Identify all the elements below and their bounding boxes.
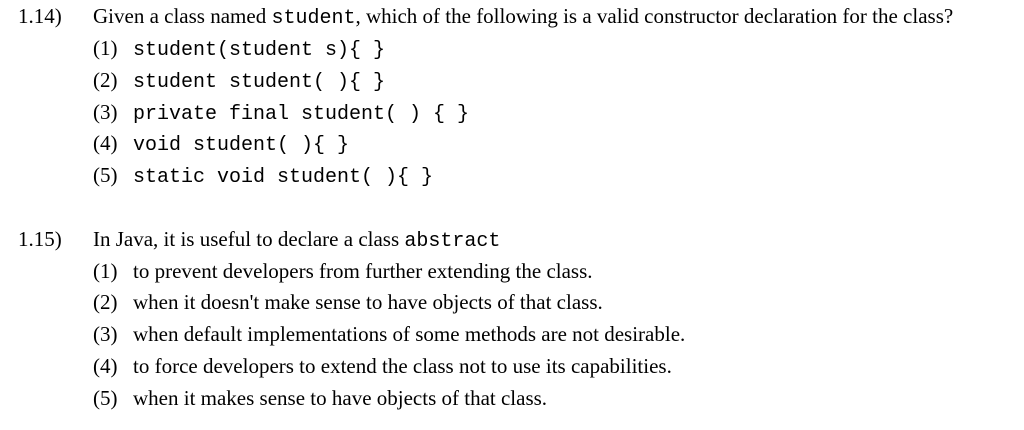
option-code: student(student s){ } — [133, 39, 386, 62]
option-code: static void student( ){ } — [133, 166, 434, 189]
option-number: (1) — [93, 259, 118, 283]
option-1 — [93, 36, 385, 62]
option-text: to force developers to extend the class not to use its capabilities. — [133, 354, 672, 378]
option-number: (3) — [93, 100, 118, 124]
option-number: (2) — [93, 290, 118, 314]
option-number: (1) — [93, 36, 118, 60]
option-3 — [93, 100, 469, 126]
option-text: when it doesn't make sense to have objects of that class. — [133, 290, 603, 314]
option-4 — [93, 131, 349, 157]
option-1 — [93, 259, 593, 284]
option-3 — [93, 322, 685, 347]
option-5 — [93, 386, 547, 411]
option-5 — [93, 163, 433, 189]
option-4 — [93, 354, 672, 379]
option-text: to prevent developers from further extending the class. — [133, 259, 593, 283]
option-number: (3) — [93, 322, 118, 346]
stem-code: abstract — [404, 230, 501, 253]
stem-text-after: , which of the following is a valid constructor declaration for the class? — [355, 4, 954, 28]
option-code: private final student( ) { } — [133, 103, 470, 126]
stem-code: student — [271, 7, 356, 30]
option-text: when it makes sense to have objects of that class. — [133, 386, 548, 410]
option-number: (4) — [93, 354, 118, 378]
option-number: (4) — [93, 131, 118, 155]
stem-text-before: In Java, it is useful to declare a class — [93, 227, 405, 251]
option-2 — [93, 68, 385, 94]
option-number: (5) — [93, 386, 118, 410]
question-number: 1.14) — [18, 4, 62, 28]
stem-text-before: Given a class named — [93, 4, 272, 28]
question-stem — [93, 4, 953, 30]
question-number: 1.15) — [18, 227, 62, 251]
option-number: (5) — [93, 163, 118, 187]
option-2 — [93, 290, 603, 315]
option-code: void student( ){ } — [133, 134, 350, 157]
question-stem — [93, 227, 500, 253]
option-number: (2) — [93, 68, 118, 92]
option-text: when default implementations of some methods are not desirable. — [133, 322, 686, 346]
option-code: student student( ){ } — [133, 71, 386, 94]
